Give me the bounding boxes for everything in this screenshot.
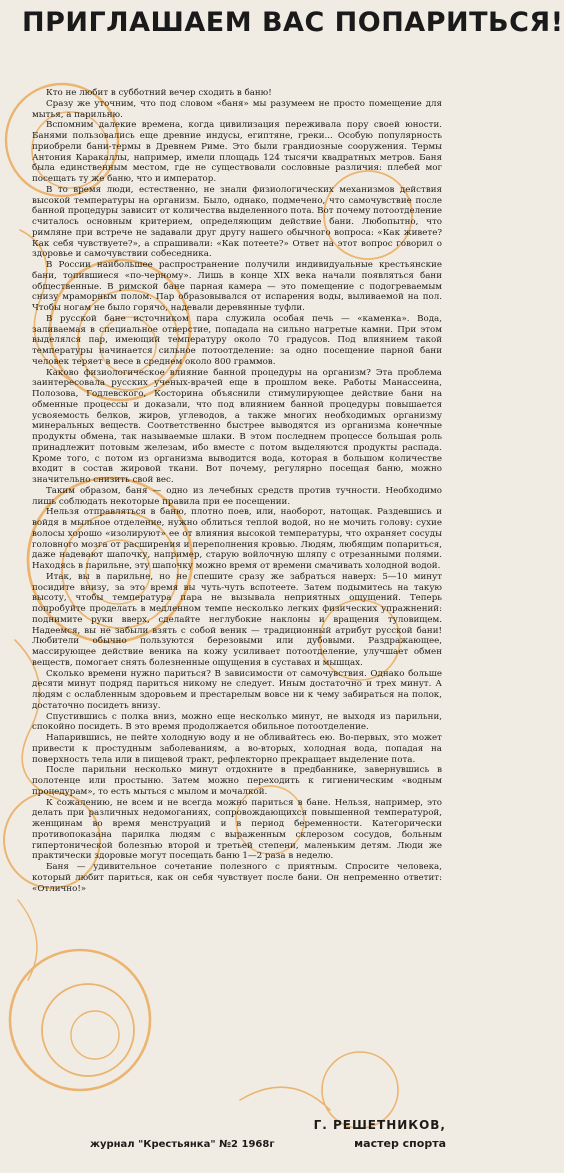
article-paragraph: Итак, вы в парильне, но не спешите сразу же забраться наверх: 5—10 минут посидите внизу, за это время вы чуть-чуть вспотеете. Затем подымитесь на такую высоту, чтобы температура пара не вызывала неприятных ощущений. Теперь попробуйте проделать в медленном темпе несколько легких физических упражнений: поднимите руки вверх, сделайте неглубокие наклоны и вращения туловищем. Надеемся, вы не забыли взять с собой веник — традиционный атрибут русской бани! Любители обычно пользуются березовыми или дубовыми. Раздражающее, массирующее действие веника на кожу усиливает потоотделение, улучшает обмен веществ, помогает снять болезненные ощущения в суставах и мышцах. bbox=[32, 571, 442, 668]
article-paragraph: Напарившись, не пейте холодную воду и не обливайтесь ею. Во-первых, это может привести к простудным заболеваниям, а во-вторых, холодная вода, попадая на поверхность тела или в пищевой тракт, рефлекторно прекращает выделение пота. bbox=[32, 733, 442, 765]
article-paragraph: Кто не любит в субботний вечер сходить в баню! bbox=[46, 88, 272, 98]
article-paragraph: В то время люди, естественно, не знали физиологических механизмов действия высокой температуры на организм. Было, однако, подмечено, что самочувствие после банной процедуры зависит от количества выделенного пота. Вот почему потоотделение считалось основным критерием, определяющим действие бани. Любопытно, что римляне при встрече не задавали друг другу нашего обычного вопроса: «Как живете? Как себя чувствуете?», а спрашивали: «Как потеете?» Ответ на этот вопрос говорил о здоровье и самочувствии собеседника. bbox=[32, 184, 442, 260]
article-paragraph: В России наибольшее распространение получили индивидуальные крестьянские бани, топившиеся «по-черному». Лишь в конце XIX века начали появляться бани общественные. В римской бане парная камера — это помещение с подогреваемым снизу мраморным полом. Пар образовывался от испарения воды, выливаемой на пол. Чтобы ногам не было горячо, надевали деревянные туфли. bbox=[32, 260, 442, 313]
author-role: мастер спорта bbox=[354, 1137, 446, 1150]
article-paragraph: Нельзя отправляться в баню, плотно поев, или, наоборот, натощак. Раздевшись и войдя в мыльное отделение, нужно облиться теплой водой, но не мочить голову: сухие волосы хорошо «изолируют» ее от влияния высокой температуры, что охраняет сосуды головного мозга от расширения и переполнения кровью. Людям, любящим попариться, даже надевают шапочку, например, старую войлочную шляпу с отрезанными полями. Находясь в парильне, эту шапочку можно время от времени смачивать холодной водой. bbox=[32, 507, 442, 571]
article-body bbox=[32, 88, 442, 1098]
author-name: Г. РЕШЕТНИКОВ, bbox=[313, 1118, 446, 1132]
article-paragraph: Таким образом, баня — одно из лечебных средств против тучности. Необходимо лишь соблюдать некоторые правила при ее посещении. bbox=[32, 485, 442, 507]
article-paragraph: В русской бане источником пара служила особая печь — «каменка». Вода, заливаемая в специальное отверстие, попадала на сильно нагретые камни. При этом выделялся пар, имеющий температуру около 70 градусов. Под влиянием такой температуры начинается сильное потоотделение: за одно посещение парной бани человек теряет в весе в среднем около 800 граммов. bbox=[32, 313, 442, 367]
article-paragraph: Баня — удивительное сочетание полезного с приятным. Спросите человека, который любит париться, как он себя чувствует после бани. Он непременно ответит: «Отлично!» bbox=[32, 862, 442, 894]
article-paragraph: К сожалению, не всем и не всегда можно париться в бане. Нельзя, например, это делать при различных недомоганиях, сопровождающихся повышенной температурой, женщинам во время менструаций и в период беременности. Категорически противопоказана парилка людям с выраженным склерозом сосудов, больным гипертонической болезнью второй и третьей степени, маленьким детям. Люди же практически здоровые могут посещать баню 1—2 раза в неделю. bbox=[32, 797, 442, 862]
page-title: ПРИГЛАШАЕМ ВАС ПОПАРИТЬСЯ! bbox=[22, 7, 564, 38]
article-paragraph: Каково физиологическое влияние банной процедуры на организм? Эта проблема заинтересовала русских ученых-врачей еще в прошлом веке. Работы Манассеина, Полозова, Годлевского, Косторина объяснили стимулирующее действие бани на обменные процессы и доказали, что под влиянием банной процедуры повышается усвояемость белков, жиров, углеводов, а также многих необходимых организму минеральных веществ. Соответственно быстрее выводятся из организма конечные продукты обмена, так называемые шлаки. В этом последнем процессе большая роль принадлежит потовым железам, ибо вместе с потом выделяются продукты распада. Кроме того, с потом из организма выводится вода, которая в большом количестве входит в состав жировой ткани. Вот почему, регулярно посещая баню, можно значительно снизить свой вес. bbox=[32, 367, 442, 485]
article-paragraph: Сразу же уточним, что под словом «баня» мы разумеем не просто помещение для мытья, а парильню. bbox=[32, 98, 442, 120]
source-caption: журнал "Крестьянка" №2 1968г bbox=[90, 1139, 275, 1150]
article-paragraph: Спустившись с полка вниз, можно еще несколько минут, не выходя из парильни, спокойно посидеть. В это время продолжается обильное потоотделение. bbox=[32, 711, 442, 733]
article-paragraph: После парильни несколько минут отдохните в предбаннике, завернувшись в полотенце или простыню. Затем можно переходить к гигиеническим «водным процедурам», то есть мыться с мылом и мочалкой. bbox=[32, 765, 442, 797]
article-paragraph: Сколько времени нужно париться? В зависимости от самочувствия. Однако больше десяти минут подряд париться никому не следует. Иным достаточно и трех минут. А людям с ослабленным здоровьем и престарелым вовсе ни к чему забираться на полок, достаточно посидеть внизу. bbox=[32, 668, 442, 711]
article-paragraph: Вспомним далекие времена, когда цивилизация переживала пору своей юности. Банями пользовались еще древние индусы, египтяне, греки... Особую популярность приобрели бани-термы в Древнем Риме. Это были грандиозные сооружения. Термы Антония Каракаллы, например, имели площадь 124 тысячи квадратных метров. Баня была единственным местом, где не существовали сословные различия: плебей мог посещать ту же баню, что и император. bbox=[32, 120, 442, 184]
